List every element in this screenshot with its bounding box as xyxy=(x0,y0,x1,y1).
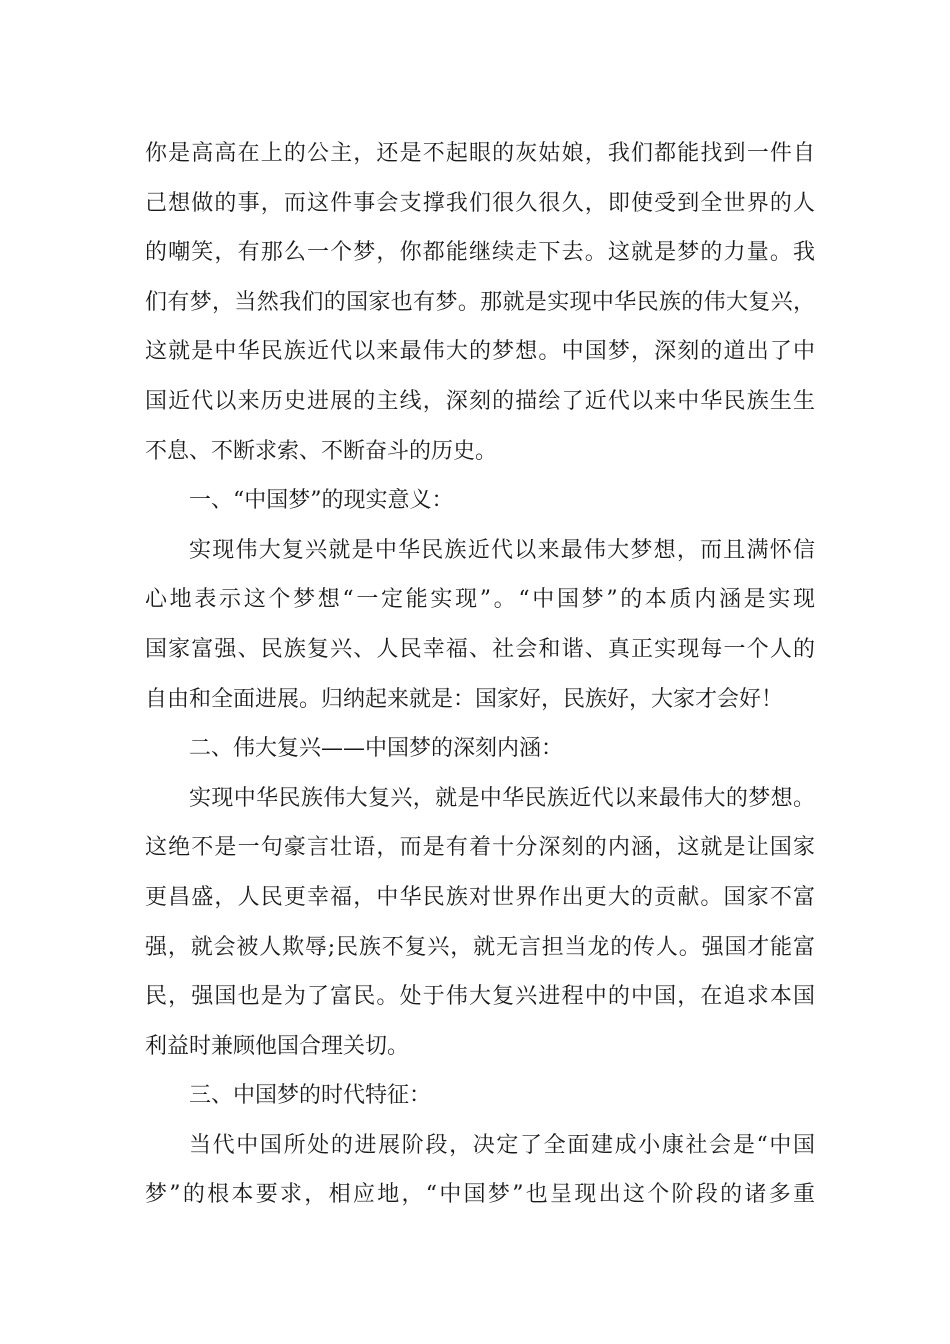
text-line: 更昌盛，人民更幸福，中华民族对世界作出更大的贡献。国家不富 xyxy=(145,884,815,910)
text-line: 己想做的事，而这件事会支撑我们很久很久，即使受到全世界的人 xyxy=(145,190,815,216)
text-line: 国家富强、民族复兴、人民幸福、社会和谐、真正实现每一个人的 xyxy=(145,636,815,662)
text-line: 利益时兼顾他国合理关切。 xyxy=(145,1033,410,1059)
text-line: 当代中国所处的进展阶段，决定了全面建成小康社会是“中国 xyxy=(189,1132,815,1158)
text-line: 的嘲笑，有那么一个梦，你都能继续走下去。这就是梦的力量。我 xyxy=(145,240,815,266)
text-line: 国近代以来历史进展的主线，深刻的描绘了近代以来中华民族生生 xyxy=(145,388,815,414)
body-text xyxy=(145,129,815,1220)
text-line: 这就是中华民族近代以来最伟大的梦想。中国梦，深刻的道出了中 xyxy=(145,339,815,365)
text-line: 不息、不断求索、不断奋斗的历史。 xyxy=(145,438,498,464)
text-line: 这绝不是一句豪言壮语，而是有着十分深刻的内涵，这就是让国家 xyxy=(145,835,815,861)
text-line: 梦”的根本要求，相应地，“中国梦”也呈现出这个阶段的诸多重 xyxy=(145,1182,815,1208)
text-line: 强，就会被人欺辱;民族不复兴，就无言担当龙的传人。强国才能富 xyxy=(145,934,815,960)
text-line: 自由和全面进展。归纳起来就是：国家好，民族好，大家才会好！ xyxy=(145,686,784,712)
text-line: 实现中华民族伟大复兴，就是中华民族近代以来最伟大的梦想。 xyxy=(189,785,815,811)
text-line: 民，强国也是为了富民。处于伟大复兴进程中的中国，在追求本国 xyxy=(145,984,815,1010)
text-line: 三、中国梦的时代特征： xyxy=(189,1083,432,1109)
text-line: 你是高高在上的公主，还是不起眼的灰姑娘，我们都能找到一件自 xyxy=(145,141,815,166)
text-line: 一、“中国梦”的现实意义： xyxy=(189,488,454,514)
text-line: 实现伟大复兴就是中华民族近代以来最伟大梦想，而且满怀信 xyxy=(189,537,815,563)
text-line: 二、伟大复兴——中国梦的深刻内涵： xyxy=(189,736,564,762)
text-line: 们有梦，当然我们的国家也有梦。那就是实现中华民族的伟大复兴， xyxy=(145,289,815,315)
text-line: 心地表示这个梦想“一定能实现”。“中国梦”的本质内涵是实现 xyxy=(145,587,815,613)
